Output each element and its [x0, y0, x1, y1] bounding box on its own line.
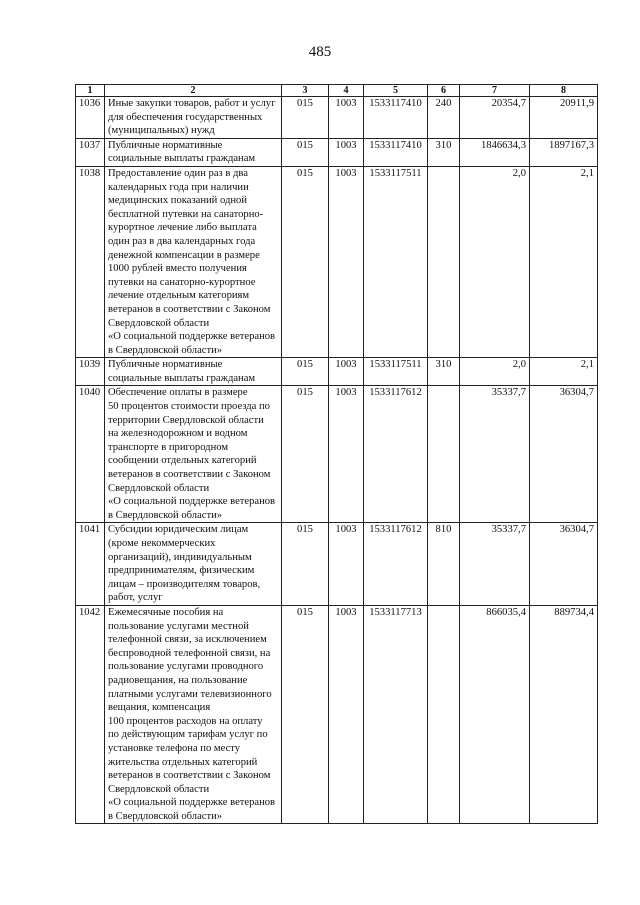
- table-row: [76, 97, 598, 139]
- amount-col8: 36304,7: [530, 523, 598, 606]
- amount-col7: 35337,7: [460, 523, 530, 606]
- header-row: [76, 85, 598, 97]
- section-code: 1003: [329, 358, 364, 386]
- expense-type-code: 810: [428, 523, 460, 606]
- target-article-code: 1533117410: [364, 97, 428, 139]
- section-code: 1003: [329, 605, 364, 824]
- ministry-code: 015: [282, 166, 329, 357]
- expense-type-code: 310: [428, 358, 460, 386]
- row-number: 1041: [76, 523, 105, 606]
- ministry-code: 015: [282, 523, 329, 606]
- table-row: [76, 358, 598, 386]
- section-code: 1003: [329, 97, 364, 139]
- target-article-code: 1533117511: [364, 358, 428, 386]
- expense-type-code: [428, 166, 460, 357]
- target-article-code: 1533117612: [364, 386, 428, 523]
- amount-col7: 2,0: [460, 358, 530, 386]
- row-description: Публичные нормативные социальные выплаты гражданам: [105, 358, 282, 386]
- amount-col8: 1897167,3: [530, 138, 598, 166]
- section-code: 1003: [329, 523, 364, 606]
- expense-type-code: [428, 605, 460, 824]
- ministry-code: 015: [282, 138, 329, 166]
- column-header: 7: [460, 85, 530, 97]
- row-number: 1038: [76, 166, 105, 357]
- budget-table: [75, 84, 598, 824]
- page-number: 485: [308, 44, 332, 60]
- amount-col8: 889734,4: [530, 605, 598, 824]
- row-description: Субсидии юридическим лицам (кроме некоммерческих организаций), индивидуальным предпринимателям, физическим лицам – производителям товаров, работ, услуг: [105, 523, 282, 606]
- expense-type-code: [428, 386, 460, 523]
- table-row: [76, 138, 598, 166]
- section-code: 1003: [329, 386, 364, 523]
- row-number: 1040: [76, 386, 105, 523]
- amount-col8: 2,1: [530, 358, 598, 386]
- row-description: Предоставление один раз в два календарных года при наличии медицинских показаний одной бесплатной путевки на санаторно- курортное лечение либо выплата один раз в два календарных года денежной компенсации в размере 1000 рублей вместо получения путевки на санаторно-курортное лечение отдельным категориям ветеранов в соответствии с Законом Свердловской области «О социальной поддержке ветеранов в Свердловской области»: [105, 166, 282, 357]
- amount-col7: 35337,7: [460, 386, 530, 523]
- amount-col8: 2,1: [530, 166, 598, 357]
- amount-col8: 20911,9: [530, 97, 598, 139]
- row-number: 1039: [76, 358, 105, 386]
- row-description: Публичные нормативные социальные выплаты гражданам: [105, 138, 282, 166]
- amount-col7: 2,0: [460, 166, 530, 357]
- table-row: [76, 523, 598, 606]
- section-code: 1003: [329, 138, 364, 166]
- row-number: 1037: [76, 138, 105, 166]
- table-row: [76, 386, 598, 523]
- amount-col7: 20354,7: [460, 97, 530, 139]
- ministry-code: 015: [282, 97, 329, 139]
- column-header: 8: [530, 85, 598, 97]
- row-number: 1036: [76, 97, 105, 139]
- column-header: 2: [105, 85, 282, 97]
- column-header: 3: [282, 85, 329, 97]
- column-header: 4: [329, 85, 364, 97]
- target-article-code: 1533117612: [364, 523, 428, 606]
- expense-type-code: 240: [428, 97, 460, 139]
- ministry-code: 015: [282, 386, 329, 523]
- ministry-code: 015: [282, 358, 329, 386]
- target-article-code: 1533117410: [364, 138, 428, 166]
- row-description: Обеспечение оплаты в размере 50 процентов стоимости проезда по территории Свердловской области на железнодорожном и водном транспорте в пригородном сообщении отдельных категорий ветеранов в соответствии с Законом Свердловской области «О социальной поддержке ветеранов в Свердловской области»: [105, 386, 282, 523]
- table-row: [76, 605, 598, 824]
- amount-col7: 1846634,3: [460, 138, 530, 166]
- section-code: 1003: [329, 166, 364, 357]
- amount-col7: 866035,4: [460, 605, 530, 824]
- column-header: 1: [76, 85, 105, 97]
- ministry-code: 015: [282, 605, 329, 824]
- row-description: Ежемесячные пособия на пользование услугами местной телефонной связи, за исключением беспроводной телефонной связи, на пользование услугами проводного радиовещания, на пользование платными услугами телевизионного вещания, компенсация 100 процентов расходов на оплату по действующим тарифам услуг по установке телефона по месту жительства отдельных категорий ветеранов в соответствии с Законом Свердловской области «О социальной поддержке ветеранов в Свердловской области»: [105, 605, 282, 824]
- column-header: 5: [364, 85, 428, 97]
- row-description: Иные закупки товаров, работ и услуг для обеспечения государственных (муниципальных) нужд: [105, 97, 282, 139]
- target-article-code: 1533117511: [364, 166, 428, 357]
- table-row: [76, 166, 598, 357]
- amount-col8: 36304,7: [530, 386, 598, 523]
- expense-type-code: 310: [428, 138, 460, 166]
- row-number: 1042: [76, 605, 105, 824]
- column-header: 6: [428, 85, 460, 97]
- target-article-code: 1533117713: [364, 605, 428, 824]
